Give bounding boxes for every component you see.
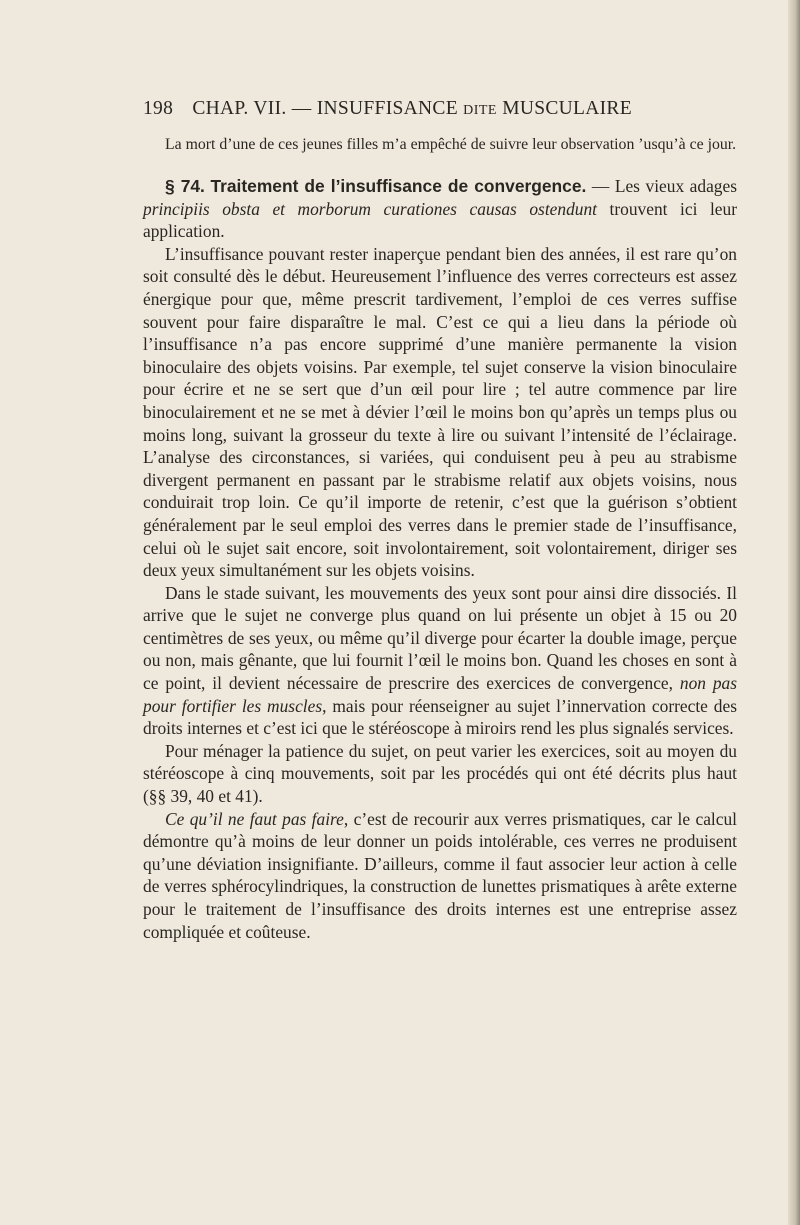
body-paragraph-2 xyxy=(143,582,737,740)
section-dash: — xyxy=(586,176,615,196)
page-number: 198 xyxy=(143,98,174,119)
chapter-label: CHAP. VII. — xyxy=(192,98,312,119)
note-paragraph: La mort d’une de ces jeunes filles m’a empêché de suivre leur observation ’usqu’à ce jour. xyxy=(165,136,737,153)
section-number: § 74. xyxy=(165,176,205,196)
body-paragraph-4 xyxy=(143,808,737,944)
section-intro-paragraph xyxy=(143,175,737,243)
paragraph-4-text: , c’est de recourir aux verres prismatiques, car le calcul démontre qu’à moins de leur donner un poids intolérable, ces verres ne produisent qu’une déviation insignifiante. D’ailleurs, comme il faut associer leur action à celle de verres sphérocylindriques, la construction de lunettes prismatiques à arête externe pour le traitement de l’insuffisance des droits internes est une entreprise assez compliquée et coûteuse. xyxy=(143,808,737,942)
paragraph-4-italic: Ce qu’il ne faut pas faire xyxy=(165,808,344,829)
section-intro-b: trouvent ici leur application. xyxy=(143,198,738,242)
body-paragraph-3: Pour ménager la patience du sujet, on peut varier les exercices, soit au moyen du stéréoscope à cinq mouvements, soit par les procédés qui ont été décrits plus haut (§§ 39, 40 et 41). xyxy=(143,740,737,807)
running-head xyxy=(143,96,737,124)
book-page xyxy=(143,96,737,943)
chapter-title-part2: MUSCULAIRE xyxy=(502,98,632,119)
paragraph-2-italic: non pas pour fortifier les muscles xyxy=(143,673,737,716)
paragraph-2-text-b: , mais pour réenseigner au sujet l’innervation correcte des droits internes et c’est ici que le stéréoscope à miroirs rend les plus signalés services. xyxy=(143,695,737,739)
section-heading: Traitement de l’insuffisance de convergence. xyxy=(210,176,587,196)
latin-adage: principiis obsta et morborum curationes causas ostendunt xyxy=(143,198,597,219)
chapter-title-dite: DITE xyxy=(463,103,497,118)
page-edge-shadow xyxy=(788,0,800,1225)
body-paragraph-1: L’insuffisance pouvant rester inaperçue pendant bien des années, il est rare qu’on soit consulté dès le début. Heureusement l’influence des verres correcteurs est assez énergique pour que, même prescrit tardivement, l’emploi de ces verres suffise souvent pour faire disparaître le mal. C’est ce qui a lieu dans la période où l’insuffisance n’a pas encore supprimé d’une manière permanente la vision binoculaire des objets voisins. Par exemple, tel sujet conserve la vision binoculaire pour écrire et ne se sert que d’un œil pour lire ; tel autre commence par lire binoculairement et ne se met à dévier l’œil le moins bon qu’après un temps plus ou moins long, suivant la grosseur du texte à lire ou suivant l’intensité de l’éclairage. L’analyse des circonstances, si variées, qui conduisent peu à peu au strabisme divergent permanent en passant par le strabisme relatif aux objets voisins, nous conduirait trop loin. Ce qu’il importe de retenir, c’est que la guérison s’obtient généralement par le seul emploi des verres dans le premier stade de l’insuffisance, celui où le sujet sait encore, soit involontairement, soit volontairement, diriger ses deux yeux simultanément sur les objets voisins. xyxy=(143,243,737,581)
paragraph-2-text-a: Dans le stade suivant, les mouvements des yeux sont pour ainsi dire dissociés. Il arrive que le sujet ne converge plus quand on lui présente un objet à 15 ou 20 centimètres de ses yeux, ou même qu’il diverge pour écarter la double image, perçue ou non, mais gênante, que lui fournit l’œil le moins bon. Quand les choses en sont à ce point, il devient nécessaire de prescrire des exercices de convergence, xyxy=(143,582,737,694)
chapter-title-part1: INSUFFISANCE xyxy=(316,98,458,119)
section-intro-a: Les vieux adages xyxy=(614,176,737,196)
